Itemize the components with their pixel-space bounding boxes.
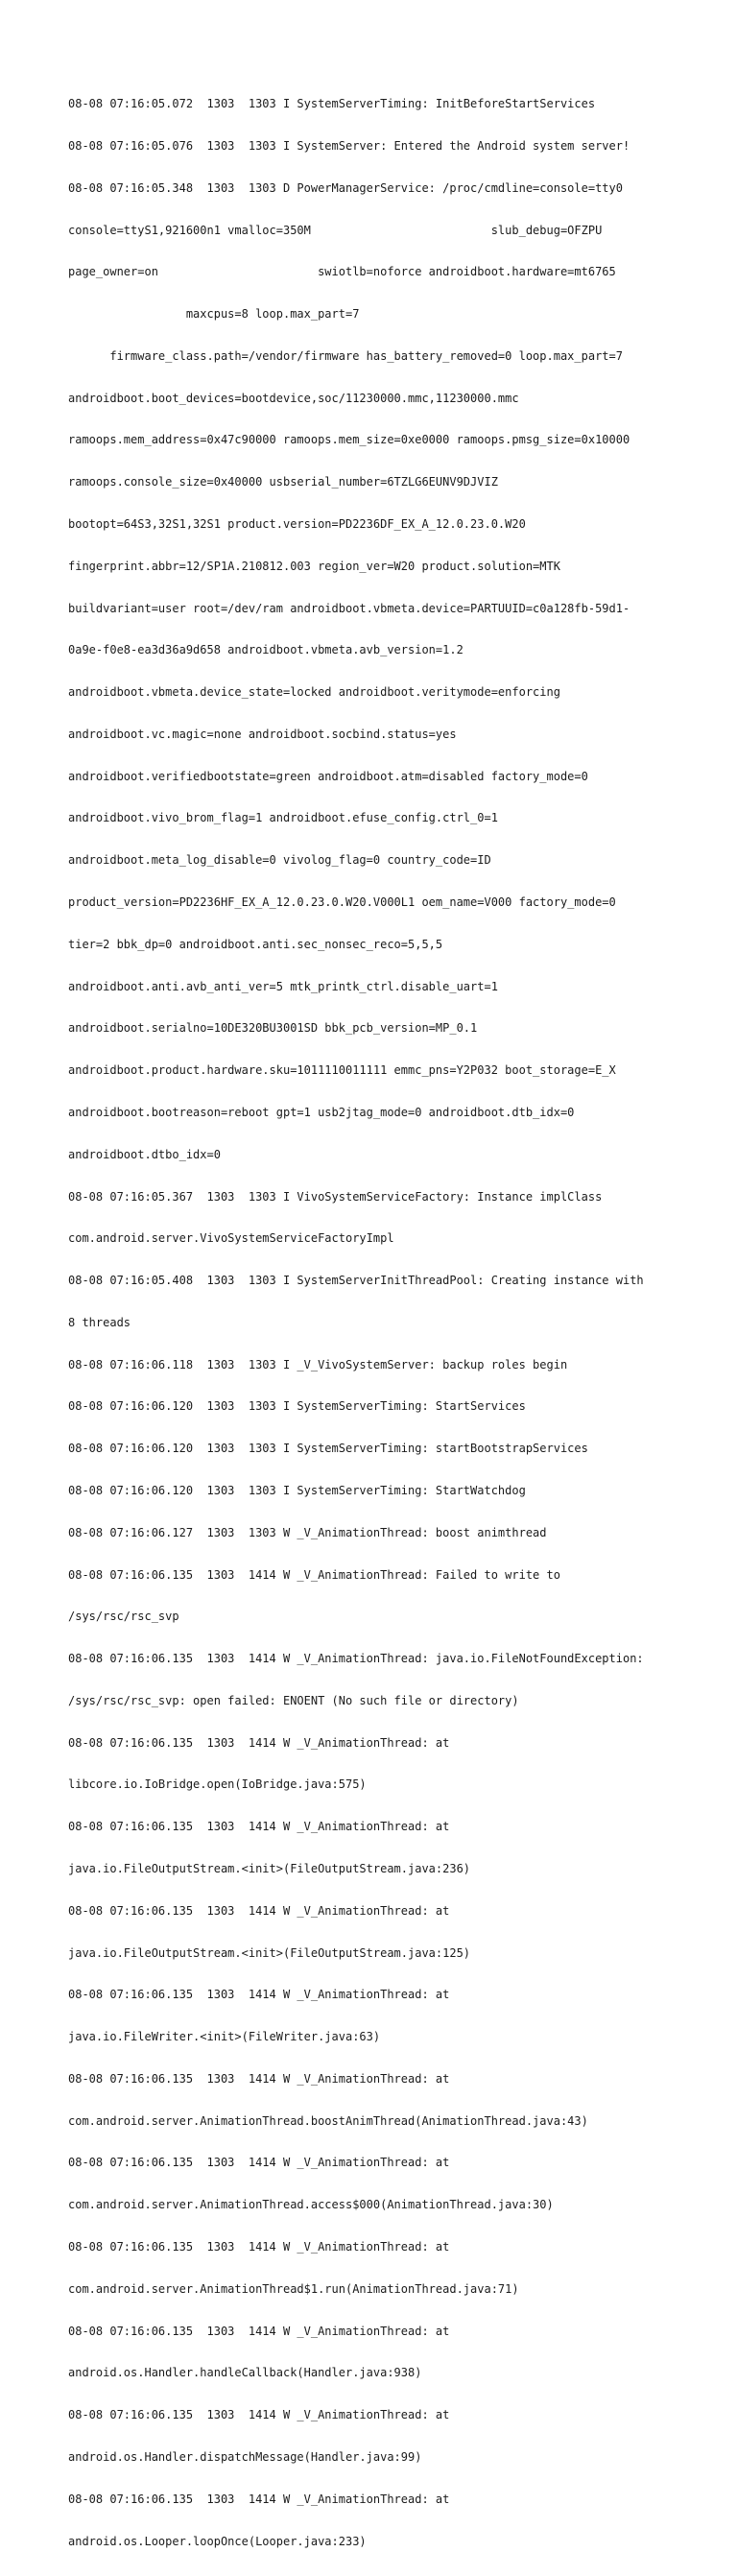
log-line: 08-08 07:16:06.135 1303 1414 W _V_AnimationThread: at [68,2324,450,2338]
log-line: androidboot.bootreason=reboot gpt=1 usb2jtag_mode=0 androidboot.dtb_idx=0 [68,1105,575,1119]
log-line: java.io.FileOutputStream.<init>(FileOutputStream.java:236) [68,1862,471,1875]
log-line: androidboot.vivo_brom_flag=1 androidboot.efuse_config.ctrl_0=1 [68,811,498,825]
log-line: com.android.server.AnimationThread.boostAnimThread(AnimationThread.java:43) [68,2113,588,2128]
log-line: androidboot.anti.avb_anti_ver=5 mtk_printk_ctrl.disable_uart=1 [68,979,498,993]
log-line: /sys/rsc/rsc_svp: open failed: ENOENT (No such file or directory) [68,1693,519,1707]
log-line: androidboot.vc.magic=none androidboot.socbind.status=yes [68,727,457,741]
log-line: 08-08 07:16:06.135 1303 1414 W _V_AnimationThread: at [68,1735,450,1750]
log-line: console=ttyS1,921600n1 vmalloc=350M slub_debug=OFZPU [68,223,603,237]
log-line: 08-08 07:16:06.135 1303 1414 W _V_AnimationThread: at [68,1903,450,1918]
log-line: 08-08 07:16:06.135 1303 1414 W _V_AnimationThread: Failed to write to [68,1567,560,1582]
log-line: 08-08 07:16:06.135 1303 1414 W _V_AnimationThread: at [68,2240,450,2254]
log-line: androidboot.dtbo_idx=0 [68,1147,221,1161]
log-line: tier=2 bbk_dp=0 androidboot.anti.sec_nonsec_reco=5,5,5 [68,937,443,951]
log-line: com.android.server.AnimationThread$1.run(AnimationThread.java:71) [68,2281,519,2296]
log-line: androidboot.serialno=10DE320BU3001SD bbk_pcb_version=MP_0.1 [68,1021,478,1036]
log-line: fingerprint.abbr=12/SP1A.210812.003 region_ver=W20 product.solution=MTK [68,559,560,573]
log-line: java.io.FileOutputStream.<init>(FileOutputStream.java:125) [68,1945,471,1960]
log-line: 08-08 07:16:06.120 1303 1303 I SystemServerTiming: StartWatchdog [68,1483,526,1497]
log-line: androidboot.boot_devices=bootdevice,soc/11230000.mmc,11230000.mmc [68,391,519,405]
log-line: 08-08 07:16:06.135 1303 1414 W _V_AnimationThread: at [68,1988,450,2002]
log-line: buildvariant=user root=/dev/ram androidboot.vbmeta.device=PARTUUID=c0a128fb-59d1- [68,601,630,615]
log-line: 08-08 07:16:05.348 1303 1303 D PowerManagerService: /proc/cmdline=console=tty0 [68,180,623,195]
log-line: /sys/rsc/rsc_svp [68,1610,179,1624]
log-line: ramoops.console_size=0x40000 usbserial_number=6TZLG6EUNV9DJVIZ [68,475,498,489]
log-line: 08-08 07:16:05.408 1303 1303 I SystemServerInitThreadPool: Creating instance with [68,1274,644,1288]
log-line: 0a9e-f0e8-ea3d36a9d658 androidboot.vbmeta.avb_version=1.2 [68,643,464,657]
log-line: java.io.FileWriter.<init>(FileWriter.java:63) [68,2030,381,2044]
log-line: firmware_class.path=/vendor/firmware has_battery_removed=0 loop.max_part=7 [68,348,623,363]
log-line: libcore.io.IoBridge.open(IoBridge.java:575) [68,1777,367,1792]
log-line: androidboot.product.hardware.sku=1011110011111 emmc_pns=Y2P032 boot_storage=E_X [68,1063,616,1078]
log-line: 08-08 07:16:06.135 1303 1414 W _V_AnimationThread: at [68,2156,450,2170]
log-line: page_owner=on swiotlb=noforce androidboot.hardware=mt6765 [68,265,616,279]
log-line: com.android.server.VivoSystemServiceFactoryImpl [68,1231,394,1246]
log-line: 8 threads [68,1315,131,1329]
log-line: 08-08 07:16:05.072 1303 1303 I SystemServerTiming: InitBeforeStartServices [68,97,596,111]
log-line: product_version=PD2236HF_EX_A_12.0.23.0.W20.V000L1 oem_name=V000 factory_mode=0 [68,895,616,910]
log-line: android.os.Handler.handleCallback(Handler.java:938) [68,2366,422,2380]
log-line: android.os.Handler.dispatchMessage(Handler.java:99) [68,2449,422,2464]
log-line: 08-08 07:16:05.367 1303 1303 I VivoSystemServiceFactory: Instance implClass [68,1189,603,1204]
log-line: androidboot.vbmeta.device_state=locked androidboot.veritymode=enforcing [68,685,560,700]
log-line: 08-08 07:16:06.135 1303 1414 W _V_AnimationThread: java.io.FileNotFoundException: [68,1652,644,1666]
log-line: 08-08 07:16:06.120 1303 1303 I SystemServerTiming: StartServices [68,1399,526,1414]
log-line: 08-08 07:16:06.135 1303 1414 W _V_AnimationThread: at [68,2492,450,2506]
log-line: 08-08 07:16:06.135 1303 1414 W _V_AnimationThread: at [68,1820,450,1834]
log-line: com.android.server.AnimationThread.access$000(AnimationThread.java:30) [68,2198,554,2212]
log-text-block [68,69,692,2576]
log-line: 08-08 07:16:06.120 1303 1303 I SystemServerTiming: startBootstrapServices [68,1442,588,1456]
log-line: bootopt=64S3,32S1,32S1 product.version=PD2236DF_EX_A_12.0.23.0.W20 [68,517,526,531]
log-line: maxcpus=8 loop.max_part=7 [68,307,360,322]
log-line: android.os.Looper.loopOnce(Looper.java:233) [68,2534,367,2548]
log-line: 08-08 07:16:06.118 1303 1303 I _V_VivoSystemServer: backup roles begin [68,1357,568,1371]
log-line: androidboot.meta_log_disable=0 vivolog_flag=0 country_code=ID [68,853,491,868]
log-line: androidboot.verifiedbootstate=green androidboot.atm=disabled factory_mode=0 [68,769,588,783]
log-line: 08-08 07:16:05.076 1303 1303 I SystemServer: Entered the Android system server! [68,138,630,153]
log-line: 08-08 07:16:06.135 1303 1414 W _V_AnimationThread: at [68,2408,450,2422]
log-line: 08-08 07:16:06.135 1303 1414 W _V_AnimationThread: at [68,2071,450,2086]
log-line: 08-08 07:16:06.127 1303 1303 W _V_AnimationThread: boost animthread [68,1525,547,1539]
log-line: ramoops.mem_address=0x47c90000 ramoops.mem_size=0xe0000 ramoops.pmsg_size=0x10000 [68,433,630,447]
